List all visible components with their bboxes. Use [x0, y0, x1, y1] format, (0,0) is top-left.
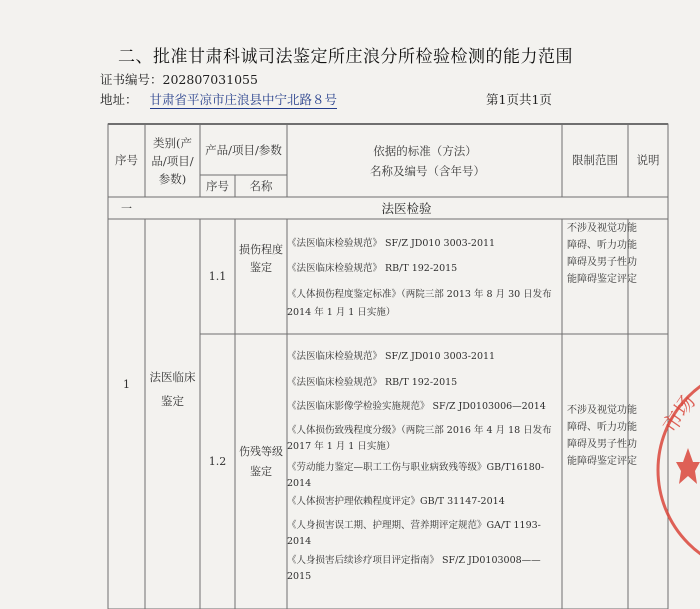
- address-value: 甘肃省平凉市庄浪县中宁北路８号: [149, 92, 338, 107]
- standard-line: 《人身损害误工期、护理期、营养期评定规范》GA/T 1193-2014: [287, 520, 541, 547]
- header-sub-name: 名称: [249, 178, 273, 193]
- item-name: 伤残等级鉴定: [239, 444, 283, 478]
- header-sub-seq: 序号: [206, 178, 229, 193]
- header-product: 产品/项目/参数: [205, 142, 282, 157]
- header-limit: 限制范围: [572, 153, 618, 167]
- standard-line: 《法医临床影像学检验实施规范》 SF/Z JD0103006—2014: [287, 401, 546, 412]
- item-no: 1.2: [208, 455, 227, 468]
- standard-line: 《人体损伤程度鉴定标准》（两院三部 2013 年 8 月 30 日发布 2014 年 1 月 1 日实施）: [287, 289, 552, 318]
- header-seq: 序号: [115, 153, 138, 167]
- page-title: 二、批准甘肃科诚司法鉴定所庄浪分所检验检测的能力范围: [118, 47, 573, 67]
- cert-value: 202807031055: [162, 72, 258, 87]
- row-category: 法医临床鉴定: [149, 370, 196, 408]
- standard-line: 《法医临床检验规范》 RB/T 192-2015: [287, 263, 458, 274]
- standard-line: 《法医临床检验规范》 SF/Z JD010 3003-2011: [287, 238, 496, 249]
- header-standard: 依据的标准（方法）名称及编号（含年号）: [370, 143, 485, 178]
- section-title: 法医检验: [381, 200, 432, 216]
- seal-star-icon: [676, 448, 700, 484]
- header-note: 说明: [636, 153, 660, 167]
- section-seq: 一: [121, 201, 132, 215]
- standard-line: 《法医临床检验规范》 RB/T 192-2015: [287, 377, 458, 388]
- cert-label: 证书编号：: [100, 72, 163, 87]
- item-no: 1.1: [208, 270, 227, 283]
- limit-text: 不涉及视觉功能障碍、听力功能障碍及男子性功能障碍鉴定评定: [567, 223, 637, 285]
- limit-text: 不涉及视觉功能障碍、听力功能障碍及男子性功能障碍鉴定评定: [567, 405, 637, 467]
- standard-line: 《人体损伤致残程度分级》（两院三部 2016 年 4 月 18 日发布 2017 年 1 月 1 日实施）: [287, 425, 552, 452]
- header-category: 类别(产品/项目/参数): [151, 135, 194, 186]
- row-seq: 1: [123, 377, 130, 391]
- standard-line: 《法医临床检验规范》 SF/Z JD010 3003-2011: [287, 351, 496, 362]
- standard-line: 《人身损害后续诊疗项目评定指南》 SF/Z JD0103008——2015: [287, 555, 541, 582]
- page-number: 第1页共1页: [486, 92, 552, 107]
- standard-line: 《劳动能力鉴定—职工工伤与职业病致残等级》GB/T16180-2014: [287, 462, 545, 489]
- item-name: 损伤程度鉴定: [239, 243, 283, 274]
- standard-line: 《人体损害护理依赖程度评定》GB/T 31147-2014: [287, 496, 505, 507]
- seal-text: 市场: [657, 390, 700, 437]
- address-label: 地址：: [100, 92, 138, 107]
